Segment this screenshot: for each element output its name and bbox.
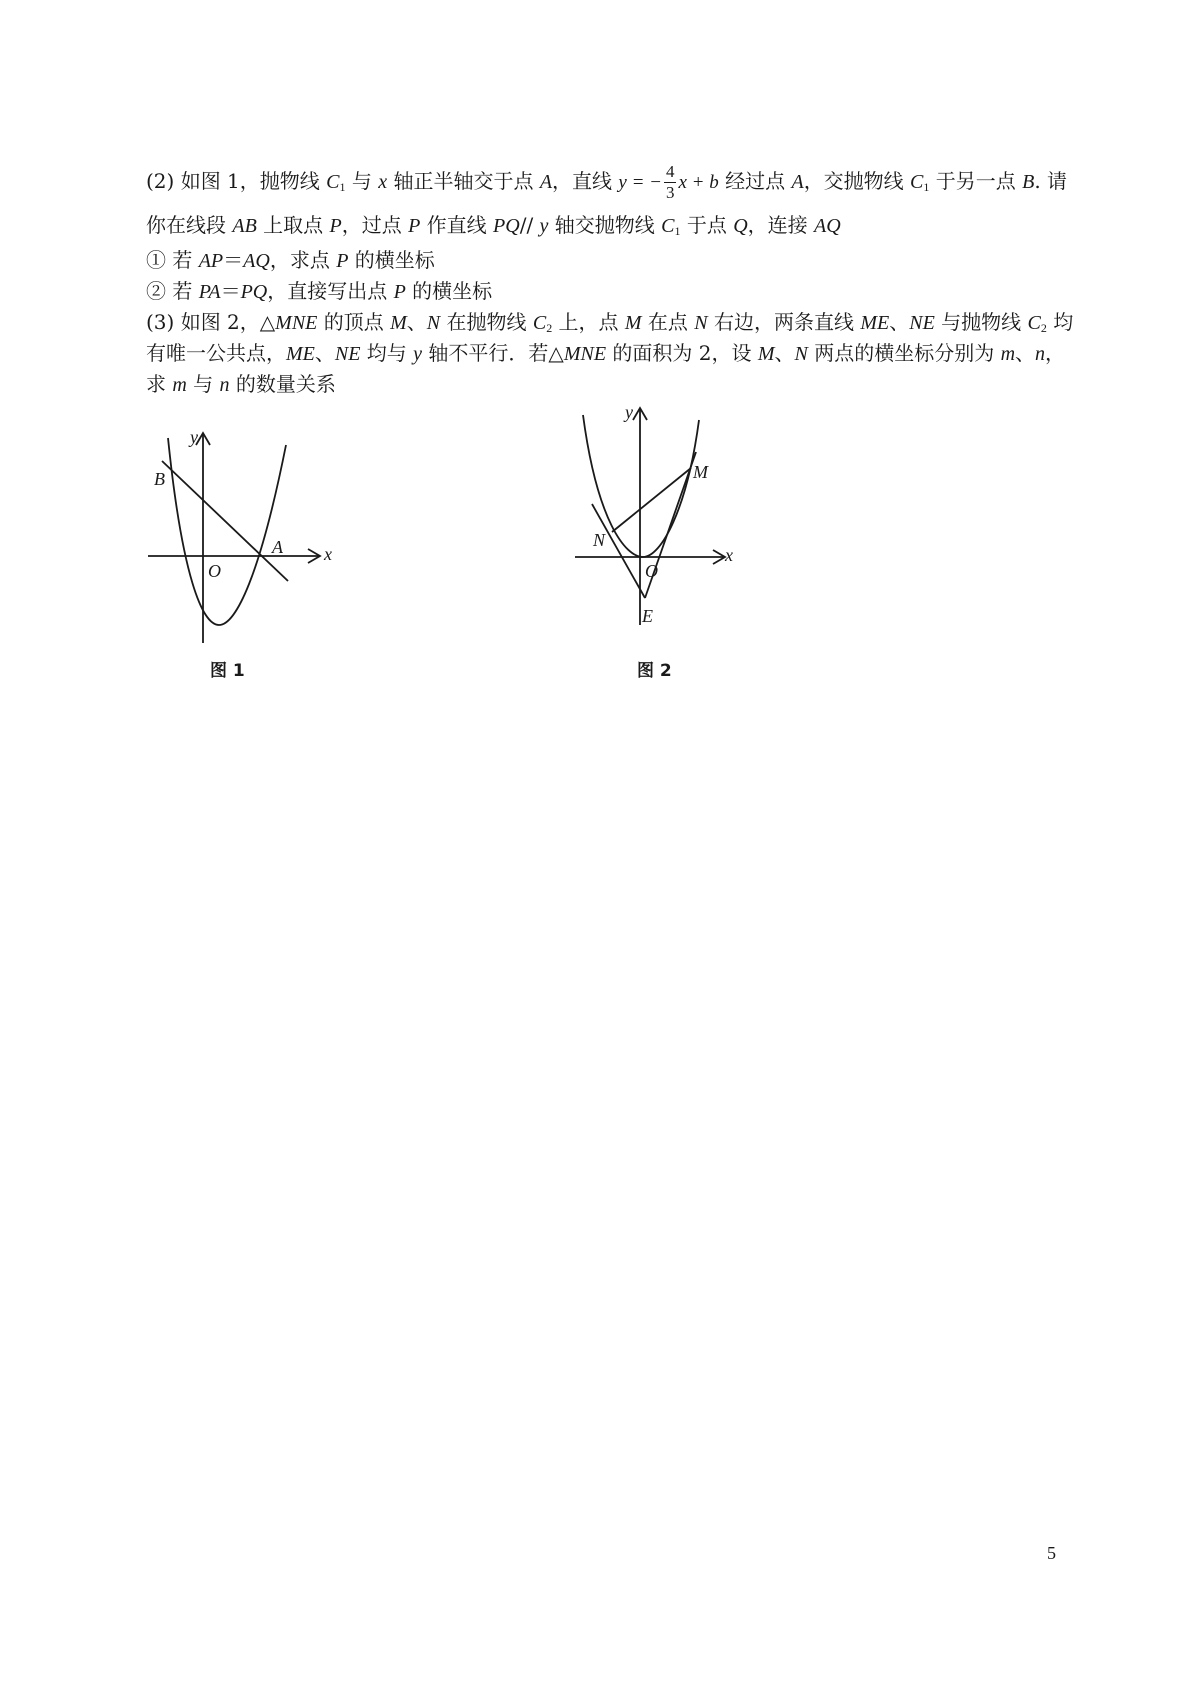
label-m: M (693, 462, 708, 482)
label-y: y (190, 427, 198, 447)
item1-mark: ① (146, 248, 166, 272)
text: 、 (406, 310, 427, 334)
equals: ＝ (220, 279, 241, 303)
side-ne (592, 504, 645, 598)
var-n: n (1035, 343, 1046, 365)
figure-2-caption: 图 2 (637, 661, 672, 681)
point-q: Q (733, 215, 748, 237)
text: 你在线段 (146, 213, 233, 237)
curve-c2: C (1027, 312, 1041, 334)
text: 如图 2，△ (174, 310, 276, 334)
text: 、 (314, 341, 335, 365)
text: 右边，两条直线 (707, 310, 861, 334)
text: 求 (146, 372, 173, 396)
item1-line (146, 246, 435, 275)
segment-ap: AP (198, 250, 224, 272)
text: 轴交抛物线 (548, 213, 662, 237)
text: 在点 (641, 310, 695, 334)
point-n: N (794, 343, 808, 365)
part3-line1 (146, 308, 1073, 342)
triangle-mne: MNE (563, 343, 607, 365)
text: 上取点 (256, 213, 330, 237)
text: 的顶点 (317, 310, 391, 334)
point-m: M (390, 312, 407, 334)
point-p: P (408, 215, 421, 237)
curve-c1-sub: 1 (923, 180, 930, 194)
point-p: P (336, 250, 349, 272)
text: 、 (889, 310, 910, 334)
line-ne: NE (909, 312, 935, 334)
var-x: x (378, 171, 388, 193)
part3-label: (3) (146, 310, 175, 334)
text: 在抛物线 (440, 310, 533, 334)
text: 有唯一公共点， (146, 341, 286, 365)
curve-c2-sub: 2 (546, 321, 553, 335)
var-y: y (539, 215, 549, 237)
segment-pq: PQ (240, 281, 268, 303)
part3-line3 (146, 370, 336, 399)
label-a: A (272, 537, 283, 557)
fraction-numerator: 4 (665, 162, 675, 181)
text: // (519, 213, 540, 237)
label-x: x (324, 544, 332, 564)
curve-c1-sub: 1 (674, 224, 681, 238)
triangle-mne: MNE (275, 312, 318, 334)
label-x: x (725, 545, 733, 565)
var-n: n (219, 374, 230, 396)
part2-line2 (146, 211, 841, 245)
fraction-denominator: 3 (665, 183, 675, 202)
part3-line2 (146, 339, 1065, 368)
var-m: m (1000, 343, 1016, 365)
text: 均 (1046, 310, 1074, 334)
text: 作直线 (420, 213, 494, 237)
text: ，交抛物线 (803, 169, 911, 193)
text: 、 (774, 341, 795, 365)
text: 的横坐标 (405, 279, 493, 303)
segment-pa: PA (198, 281, 221, 303)
text: ，直接写出点 (267, 279, 394, 303)
equation-left: y = − (618, 172, 662, 193)
equals: ＝ (223, 248, 244, 272)
label-y: y (625, 402, 633, 422)
var-m: m (172, 374, 187, 396)
segment-aq: AQ (243, 250, 270, 272)
text: 与 (345, 169, 379, 193)
text: 若 (166, 248, 199, 272)
curve-c1: C (326, 171, 340, 193)
line-me: ME (860, 312, 890, 334)
label-n: N (593, 530, 606, 550)
text: 于点 (680, 213, 734, 237)
text: 轴正半轴交于点 (387, 169, 540, 193)
segment-ab: AB (232, 215, 257, 237)
point-a: A (539, 171, 553, 193)
text: ，求点 (269, 248, 337, 272)
part2-label: (2) (146, 169, 175, 193)
label-o: O (645, 561, 658, 581)
curve-c2-sub: 2 (1040, 321, 1047, 335)
page-number: 5 (1047, 1543, 1056, 1563)
var-y: y (413, 343, 423, 365)
point-m: M (757, 343, 775, 365)
text: 均与 (360, 341, 414, 365)
text: 两点的横坐标分别为 (807, 341, 1001, 365)
equation-right: x + b (678, 172, 719, 193)
curve-c2: C (532, 312, 547, 334)
line-pq: PQ (493, 215, 520, 237)
part2-line1 (146, 162, 1067, 203)
point-p: P (329, 215, 342, 237)
point-n: N (694, 312, 708, 334)
text: 与抛物线 (934, 310, 1028, 334)
text: 上，点 (552, 310, 625, 334)
text: ，过点 (341, 213, 409, 237)
curve-c1: C (910, 171, 924, 193)
curve-c1-sub: 1 (339, 180, 346, 194)
segment-aq: AQ (814, 215, 841, 237)
text: 的数量关系 (229, 372, 336, 396)
text: . 请 (1034, 169, 1068, 193)
label-e: E (642, 606, 653, 626)
point-b: B (1022, 171, 1035, 193)
text: 轴不平行．若△ (422, 341, 564, 365)
text: ， (1045, 341, 1066, 365)
text: 的横坐标 (348, 248, 435, 272)
item2-mark: ② (146, 279, 166, 303)
text: 经过点 (718, 169, 792, 193)
curve-c1: C (661, 215, 675, 237)
figure-2 (575, 400, 775, 640)
parabola-c1 (168, 438, 286, 625)
line-ne: NE (334, 343, 361, 365)
text: 如图 1，抛物线 (180, 169, 327, 193)
point-n: N (426, 312, 441, 334)
text: 于另一点 (929, 169, 1023, 193)
label-b: B (154, 469, 165, 489)
line-me: ME (286, 343, 315, 365)
text: 、 (1015, 341, 1036, 365)
item2-line (146, 277, 492, 306)
figure-1 (140, 425, 340, 655)
text: 若 (166, 279, 199, 303)
point-a: A (791, 171, 804, 193)
label-o: O (208, 561, 221, 581)
figure-1-caption: 图 1 (210, 661, 245, 681)
text: 的面积为 2，设 (606, 341, 758, 365)
point-p: P (393, 281, 406, 303)
text: ，连接 (747, 213, 815, 237)
text: ，直线 (552, 169, 619, 193)
text: 与 (186, 372, 220, 396)
fraction (664, 162, 677, 203)
point-m: M (624, 312, 642, 334)
